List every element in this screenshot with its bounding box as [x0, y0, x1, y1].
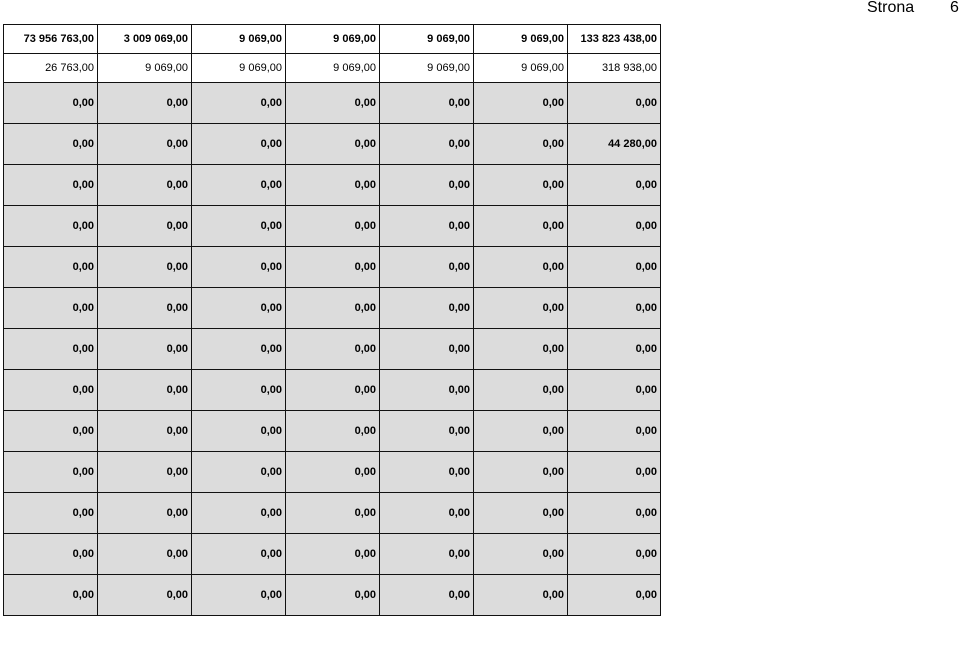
- table-cell: 0,00: [286, 124, 380, 165]
- table-cell: 0,00: [4, 575, 98, 616]
- table-cell: 0,00: [380, 247, 474, 288]
- table-cell: 0,00: [192, 165, 286, 206]
- table-cell: 0,00: [286, 329, 380, 370]
- table-cell: 0,00: [474, 452, 568, 493]
- table-cell: 9 069,00: [98, 54, 192, 83]
- table-cell: 0,00: [98, 247, 192, 288]
- table-cell: 73 956 763,00: [4, 25, 98, 54]
- table-row: [4, 124, 661, 165]
- table-cell: 0,00: [380, 534, 474, 575]
- table-cell: 0,00: [380, 575, 474, 616]
- table-cell: 0,00: [4, 452, 98, 493]
- table-cell: 0,00: [286, 288, 380, 329]
- table-cell: 9 069,00: [192, 25, 286, 54]
- table-cell: 0,00: [98, 452, 192, 493]
- table-cell: 0,00: [286, 370, 380, 411]
- table-cell: 0,00: [474, 329, 568, 370]
- table-cell: 0,00: [4, 247, 98, 288]
- table-cell: 0,00: [380, 83, 474, 124]
- amounts-table-body: [4, 25, 661, 616]
- table-cell: 0,00: [4, 124, 98, 165]
- table-cell: 0,00: [98, 370, 192, 411]
- table-cell: 9 069,00: [286, 25, 380, 54]
- table-cell: 0,00: [98, 288, 192, 329]
- table-cell: 0,00: [4, 165, 98, 206]
- table-cell: 0,00: [286, 493, 380, 534]
- table-cell: 0,00: [380, 288, 474, 329]
- page-header: [0, 0, 960, 18]
- table-cell: 0,00: [380, 370, 474, 411]
- table-cell: 9 069,00: [380, 25, 474, 54]
- table-cell: 0,00: [192, 329, 286, 370]
- table-cell: 0,00: [286, 206, 380, 247]
- table-row: [4, 25, 661, 54]
- table-cell: 0,00: [568, 534, 661, 575]
- table-cell: 0,00: [474, 247, 568, 288]
- table-cell: 0,00: [286, 247, 380, 288]
- table-cell: 0,00: [192, 124, 286, 165]
- table-cell: 0,00: [474, 575, 568, 616]
- table-cell: 0,00: [474, 124, 568, 165]
- table-cell: 0,00: [380, 329, 474, 370]
- table-row: [4, 493, 661, 534]
- table-row: [4, 206, 661, 247]
- table-cell: 0,00: [4, 329, 98, 370]
- table-cell: 3 009 069,00: [98, 25, 192, 54]
- table-cell: 0,00: [4, 83, 98, 124]
- table-cell: 0,00: [98, 124, 192, 165]
- table-cell: 0,00: [568, 575, 661, 616]
- table-cell: 0,00: [98, 575, 192, 616]
- table-cell: 0,00: [98, 493, 192, 534]
- table-cell: 0,00: [192, 370, 286, 411]
- table-cell: 0,00: [98, 329, 192, 370]
- table-cell: 0,00: [4, 493, 98, 534]
- table-cell: 0,00: [380, 452, 474, 493]
- table-cell: 0,00: [4, 288, 98, 329]
- table-cell: 0,00: [568, 165, 661, 206]
- table-cell: 0,00: [4, 206, 98, 247]
- table-cell: 0,00: [380, 165, 474, 206]
- table-row: [4, 247, 661, 288]
- table-cell: 133 823 438,00: [568, 25, 661, 54]
- table-cell: 0,00: [474, 370, 568, 411]
- table-cell: 0,00: [4, 534, 98, 575]
- table-cell: 0,00: [98, 83, 192, 124]
- table-cell: 9 069,00: [192, 54, 286, 83]
- table-row: [4, 370, 661, 411]
- table-cell: 44 280,00: [568, 124, 661, 165]
- table-cell: 0,00: [474, 206, 568, 247]
- table-cell: 0,00: [474, 288, 568, 329]
- table-cell: 0,00: [568, 247, 661, 288]
- table-cell: 0,00: [474, 83, 568, 124]
- table-cell: 0,00: [286, 411, 380, 452]
- table-cell: 0,00: [286, 83, 380, 124]
- table-cell: 0,00: [4, 411, 98, 452]
- table-cell: 9 069,00: [286, 54, 380, 83]
- table-cell: 0,00: [192, 83, 286, 124]
- table-cell: 0,00: [474, 165, 568, 206]
- table-cell: 0,00: [98, 206, 192, 247]
- table-cell: 0,00: [568, 206, 661, 247]
- table-cell: 0,00: [192, 452, 286, 493]
- table-cell: 0,00: [98, 411, 192, 452]
- table-row: [4, 575, 661, 616]
- table-cell: 0,00: [192, 534, 286, 575]
- table-row: [4, 83, 661, 124]
- table-cell: 0,00: [568, 329, 661, 370]
- table-cell: 0,00: [380, 124, 474, 165]
- table-row: [4, 329, 661, 370]
- table-cell: 0,00: [98, 534, 192, 575]
- table-row: [4, 54, 661, 83]
- table-cell: 0,00: [568, 288, 661, 329]
- table-cell: 9 069,00: [474, 25, 568, 54]
- table-cell: 0,00: [192, 247, 286, 288]
- table-cell: 0,00: [286, 534, 380, 575]
- table-cell: 0,00: [474, 411, 568, 452]
- table-cell: 0,00: [192, 575, 286, 616]
- table-cell: 0,00: [474, 493, 568, 534]
- table-cell: 0,00: [380, 206, 474, 247]
- table-cell: 0,00: [568, 411, 661, 452]
- amounts-table: [3, 24, 661, 616]
- table-cell: 26 763,00: [4, 54, 98, 83]
- table-cell: 0,00: [568, 452, 661, 493]
- table-cell: 0,00: [286, 575, 380, 616]
- page-number: 6: [950, 0, 959, 16]
- table-cell: 0,00: [286, 452, 380, 493]
- table-cell: 0,00: [380, 411, 474, 452]
- table-row: [4, 452, 661, 493]
- table-cell: 0,00: [286, 165, 380, 206]
- table-cell: 0,00: [192, 493, 286, 534]
- table-cell: 0,00: [568, 493, 661, 534]
- table-cell: 318 938,00: [568, 54, 661, 83]
- table-row: [4, 288, 661, 329]
- table-row: [4, 165, 661, 206]
- table-cell: 9 069,00: [474, 54, 568, 83]
- table-cell: 0,00: [380, 493, 474, 534]
- table-cell: 0,00: [192, 411, 286, 452]
- table-cell: 0,00: [568, 83, 661, 124]
- table-cell: 0,00: [474, 534, 568, 575]
- table-row: [4, 534, 661, 575]
- table-cell: 0,00: [192, 288, 286, 329]
- table-cell: 0,00: [192, 206, 286, 247]
- page-label: Strona: [867, 0, 915, 16]
- table-cell: 0,00: [568, 370, 661, 411]
- table-cell: 0,00: [4, 370, 98, 411]
- table-row: [4, 411, 661, 452]
- table-cell: 9 069,00: [380, 54, 474, 83]
- table-cell: 0,00: [98, 165, 192, 206]
